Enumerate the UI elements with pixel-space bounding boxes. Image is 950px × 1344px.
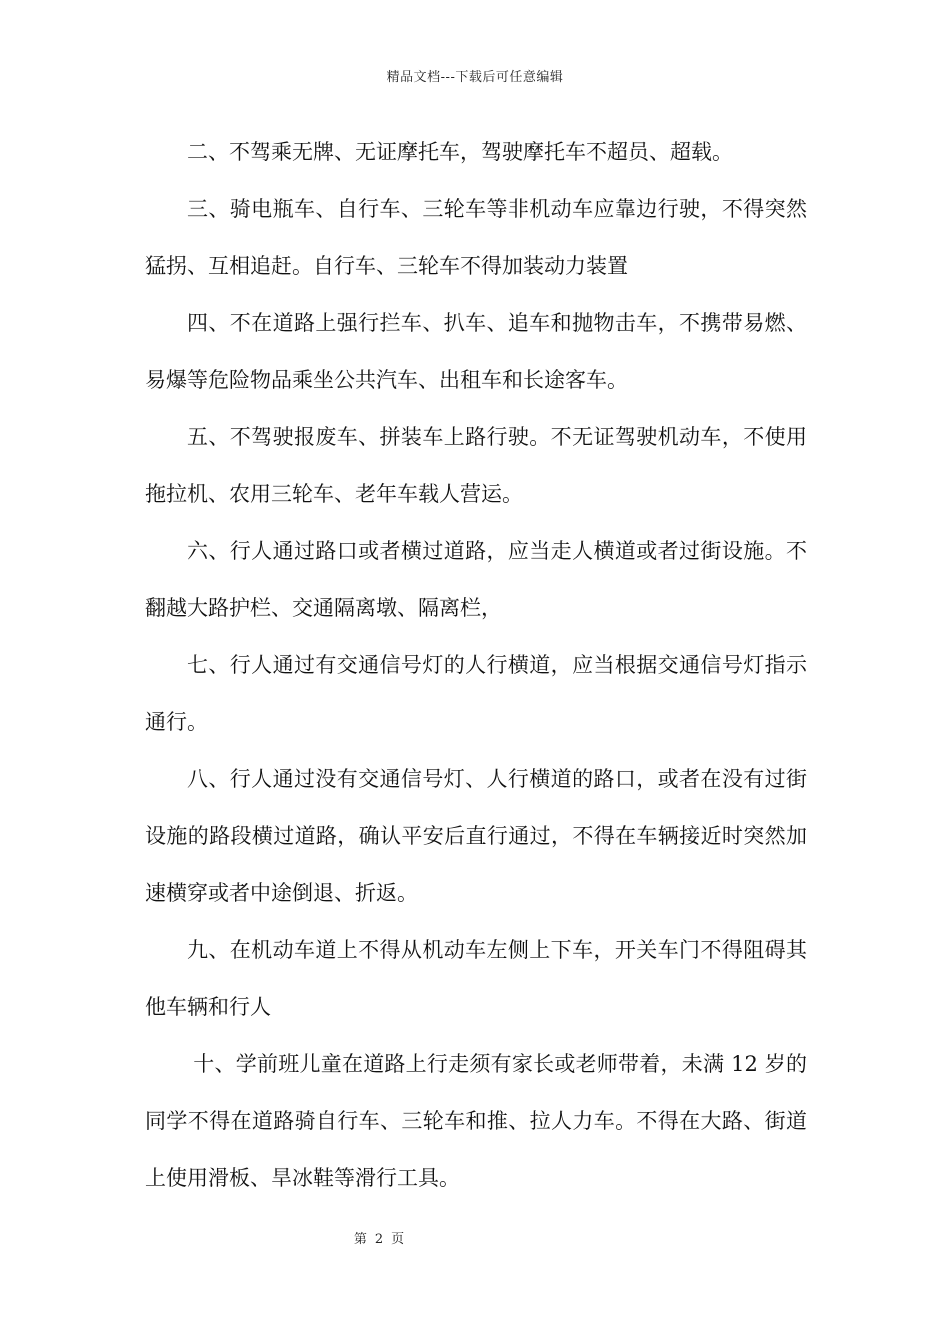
paragraph-5: 五、不驾驶报废车、拼装车上路行驶。不无证驾驶机动车，不使用拖拉机、农用三轮车、老年车载人营运。 <box>145 425 807 506</box>
paragraph-10: 十、学前班儿童在道路上行走须有家长或老师带着，未满 12 岁的同学不得在道路骑自行车、三轮车和推、拉人力车。不得在大路、街道上使用滑板、旱冰鞋等滑行工具。 <box>145 1052 807 1190</box>
page-number-prefix: 第 <box>353 1232 367 1247</box>
page-header: 精品文档---下载后可任意编辑 <box>386 70 564 85</box>
paragraph-3: 三、骑电瓶车、自行车、三轮车等非机动车应靠边行驶，不得突然猛拐、互相追赶。自行车、三轮车不得加装动力装置 <box>145 197 807 278</box>
paragraph-9: 九、在机动车道上不得从机动车左侧上下车，开关车门不得阻碍其他车辆和行人 <box>145 938 807 1019</box>
paragraph-4: 四、不在道路上强行拦车、扒车、追车和抛物击车，不携带易燃、易爆等危险物品乘坐公共汽车、出租车和长途客车。 <box>145 311 807 392</box>
page-footer <box>0 1228 758 1247</box>
document-body <box>145 124 807 1207</box>
page-number: 2 <box>374 1232 384 1247</box>
paragraph-8: 八、行人通过没有交通信号灯、人行横道的路口，或者在没有过街设施的路段横过道路，确认平安后直行通过，不得在车辆接近时突然加速横穿或者中途倒退、折返。 <box>145 767 807 905</box>
paragraph-7: 七、行人通过有交通信号灯的人行横道，应当根据交通信号灯指示通行。 <box>145 653 807 734</box>
paragraph-6: 六、行人通过路口或者横过道路，应当走人横道或者过街设施。不翻越大路护栏、交通隔离墩、隔离栏， <box>145 539 807 620</box>
page-number-suffix: 页 <box>391 1232 405 1247</box>
paragraph-2: 二、不驾乘无牌、无证摩托车，驾驶摩托车不超员、超载。 <box>187 140 733 164</box>
